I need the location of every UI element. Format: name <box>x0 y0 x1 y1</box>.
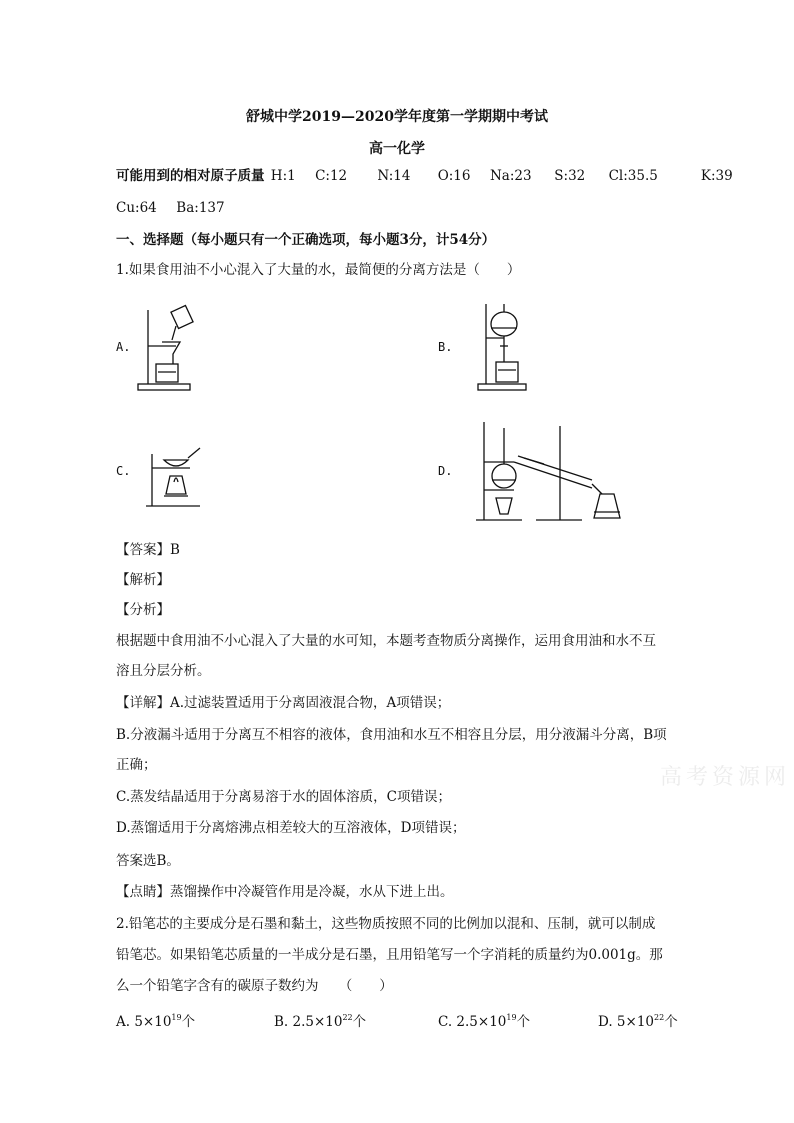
atomic-masses-line <box>116 166 733 186</box>
distillation-apparatus-figure <box>474 418 630 524</box>
mass-item: Na:23 <box>489 168 532 184</box>
question-2-stem: 铅笔芯。如果铅笔芯质量的一半成分是石墨，且用铅笔写一个字消耗的质量约为0.001g。那 <box>116 947 663 963</box>
detail-text: B.分液漏斗适用于分离互不相容的液体，食用油和水互不相容且分层，用分液漏斗分离，B项 <box>116 727 667 743</box>
mass-item: C:12 <box>315 168 348 184</box>
detail-text: C.蒸发结晶适用于分离易溶于水的固体溶质，C项错误； <box>116 789 451 805</box>
mass-item: N:14 <box>377 168 411 184</box>
detail-text: D.蒸馏适用于分离熔沸点相差较大的互溶液体，D项错误； <box>116 820 466 836</box>
mass-item: K:39 <box>700 168 733 184</box>
evaporation-apparatus-figure <box>144 446 210 510</box>
option-c-label: C. <box>116 464 131 478</box>
answer-1: 【答案】B <box>116 542 180 558</box>
choice-c: C. $2.5\times 10^{19}$个 <box>438 1013 531 1030</box>
fenxi-text: 根据题中食用油不小心混入了大量的水可知，本题考查物质分离操作，运用食用油和水不互 <box>116 633 656 649</box>
exam-subtitle: 高一化学 <box>369 141 425 157</box>
question-2-stem: 2.铅笔芯的主要成分是石墨和黏土，这些物质按照不同的比例加以混和、压制，就可以制成 <box>116 916 656 932</box>
filtration-apparatus-figure <box>136 300 202 392</box>
mass-item: Cu:64 <box>116 200 157 216</box>
mass-item: H:1 <box>270 168 296 184</box>
conclusion-text: 答案选B。 <box>116 853 180 869</box>
tip-text: 【点睛】蒸馏操作中冷凝管作用是冷凝，水从下进上出。 <box>116 884 454 900</box>
mass-item: Ba:137 <box>176 200 225 216</box>
separatory-funnel-figure <box>474 300 534 392</box>
mass-item: Cl:35.5 <box>608 168 658 184</box>
atomic-masses-label: 可能用到的相对原子质量 <box>116 168 265 184</box>
section-heading: 一、选择题（每小题只有一个正确选项，每小题3分，计54分） <box>116 232 496 248</box>
question-1-stem: 1.如果食用油不小心混入了大量的水，最简便的分离方法是（ ） <box>116 262 521 278</box>
choice-b: B. $2.5\times 10^{22}$个 <box>274 1013 367 1030</box>
question-2-stem: 么一个铅笔字含有的碳原子数约为 （ ） <box>116 978 393 994</box>
fenxi-text: 溶且分层分析。 <box>116 663 211 679</box>
watermark: 高考资源网 <box>660 765 791 790</box>
detail-text: 正确； <box>116 757 157 773</box>
option-a-label: A. <box>116 340 131 354</box>
option-b-label: B. <box>438 340 453 354</box>
choice-d: D. $5\times 10^{22}$个 <box>598 1013 678 1030</box>
mass-item: O:16 <box>437 168 471 184</box>
option-d-label: D. <box>438 464 453 478</box>
atomic-masses-line-2 <box>116 198 225 218</box>
choice-a: A. $5\times 10^{19}$个 <box>116 1013 196 1030</box>
mass-item: S:32 <box>554 168 586 184</box>
exam-title: 舒城中学2019—2020学年度第一学期期中考试 <box>246 109 548 125</box>
fenxi-heading: 【分析】 <box>116 602 170 618</box>
detail-text: 【详解】A.过滤装置适用于分离固液混合物，A项错误； <box>116 695 451 711</box>
analysis-heading: 【解析】 <box>116 572 170 588</box>
